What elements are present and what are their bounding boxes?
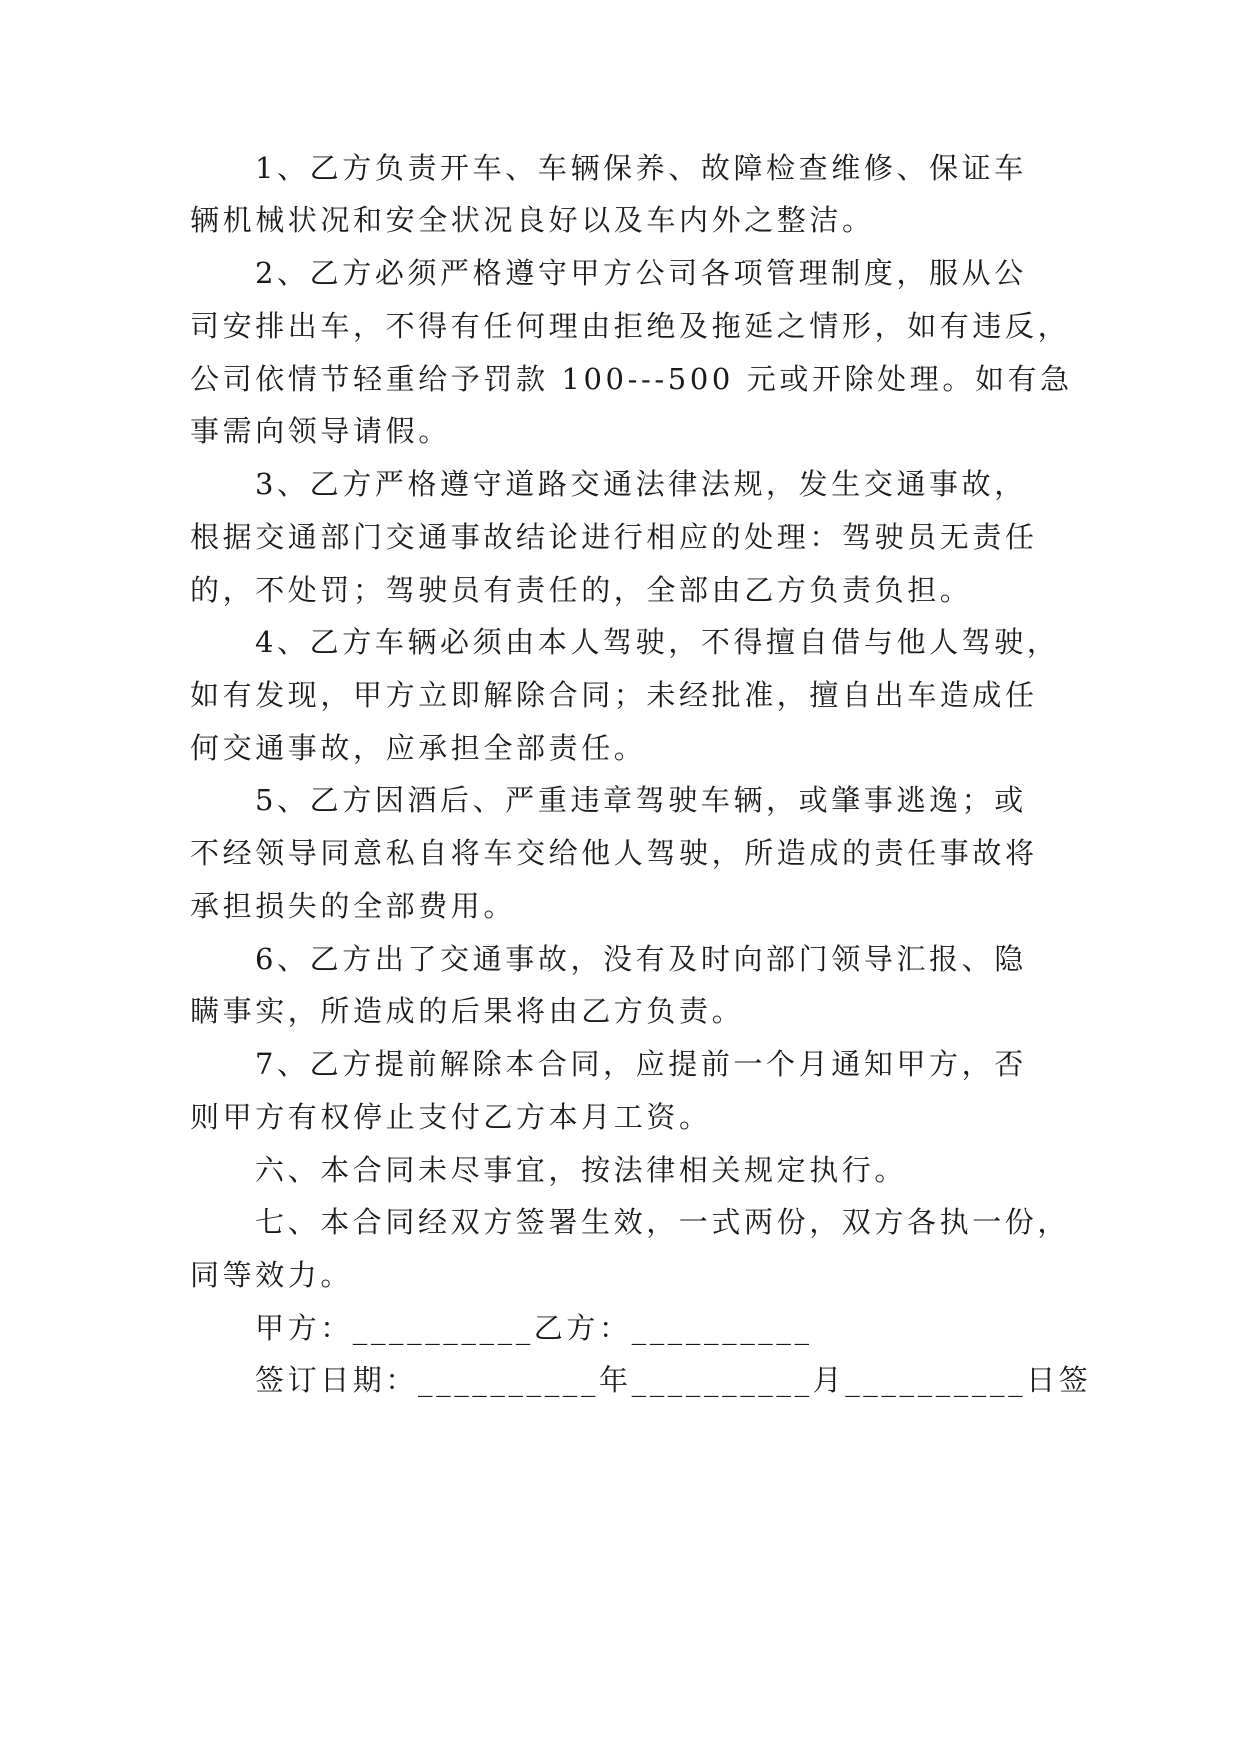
clause-5-line-3: 承担损失的全部费用。 [190,889,517,923]
signing-date-line: 签订日期：__________年__________月__________日签 [255,1363,1092,1397]
article-7-line-1: 七、本合同经双方签署生效，一式两份，双方各执一份， [255,1205,1071,1239]
clause-3-line-1: 3、乙方严格遵守道路交通法律法规，发生交通事故， [255,467,1027,501]
clause-3-line-3: 的，不处罚；驾驶员有责任的，全部由乙方负责负担。 [190,573,973,607]
clause-7-line-2: 则甲方有权停止支付乙方本月工资。 [190,1100,712,1134]
clause-5-line-1: 5、乙方因酒后、严重违章驾驶车辆，或肇事逃逸；或 [255,783,1027,817]
article-6: 六、本合同未尽事宜，按法律相关规定执行。 [255,1153,908,1187]
clause-2-line-1: 2、乙方必须严格遵守甲方公司各项管理制度，服从公 [255,256,1027,290]
article-7-line-2: 同等效力。 [190,1258,354,1292]
party-signature-line: 甲方：__________乙方：__________ [255,1311,813,1345]
clause-2-line-2: 司安排出车，不得有任何理由拒绝及拖延之情形，如有违反， [190,309,1071,343]
clause-1-line-1: 1、乙方负责开车、车辆保养、故障检查维修、保证车 [255,151,1027,185]
clause-4-line-2: 如有发现，甲方立即解除合同；未经批准，擅自出车造成任 [190,678,1038,712]
clause-4-line-3: 何交通事故，应承担全部责任。 [190,731,647,765]
clause-1-line-2: 辆机械状况和安全状况良好以及车内外之整洁。 [190,203,875,237]
clause-2-line-3: 公司依情节轻重给予罚款 100---500 元或开除处理。如有急 [190,362,1073,396]
clause-7-line-1: 7、乙方提前解除本合同，应提前一个月通知甲方，否 [255,1047,1027,1081]
clause-6-line-2: 瞒事实，所造成的后果将由乙方负责。 [190,994,745,1028]
clause-6-line-1: 6、乙方出了交通事故，没有及时向部门领导汇报、隐 [255,942,1027,976]
clause-4-line-1: 4、乙方车辆必须由本人驾驶，不得擅自借与他人驾驶， [255,625,1060,659]
clause-5-line-2: 不经领导同意私自将车交给他人驾驶，所造成的责任事故将 [190,836,1038,870]
clause-2-line-4: 事需向领导请假。 [190,414,451,448]
clause-3-line-2: 根据交通部门交通事故结论进行相应的处理：驾驶员无责任 [190,520,1038,554]
